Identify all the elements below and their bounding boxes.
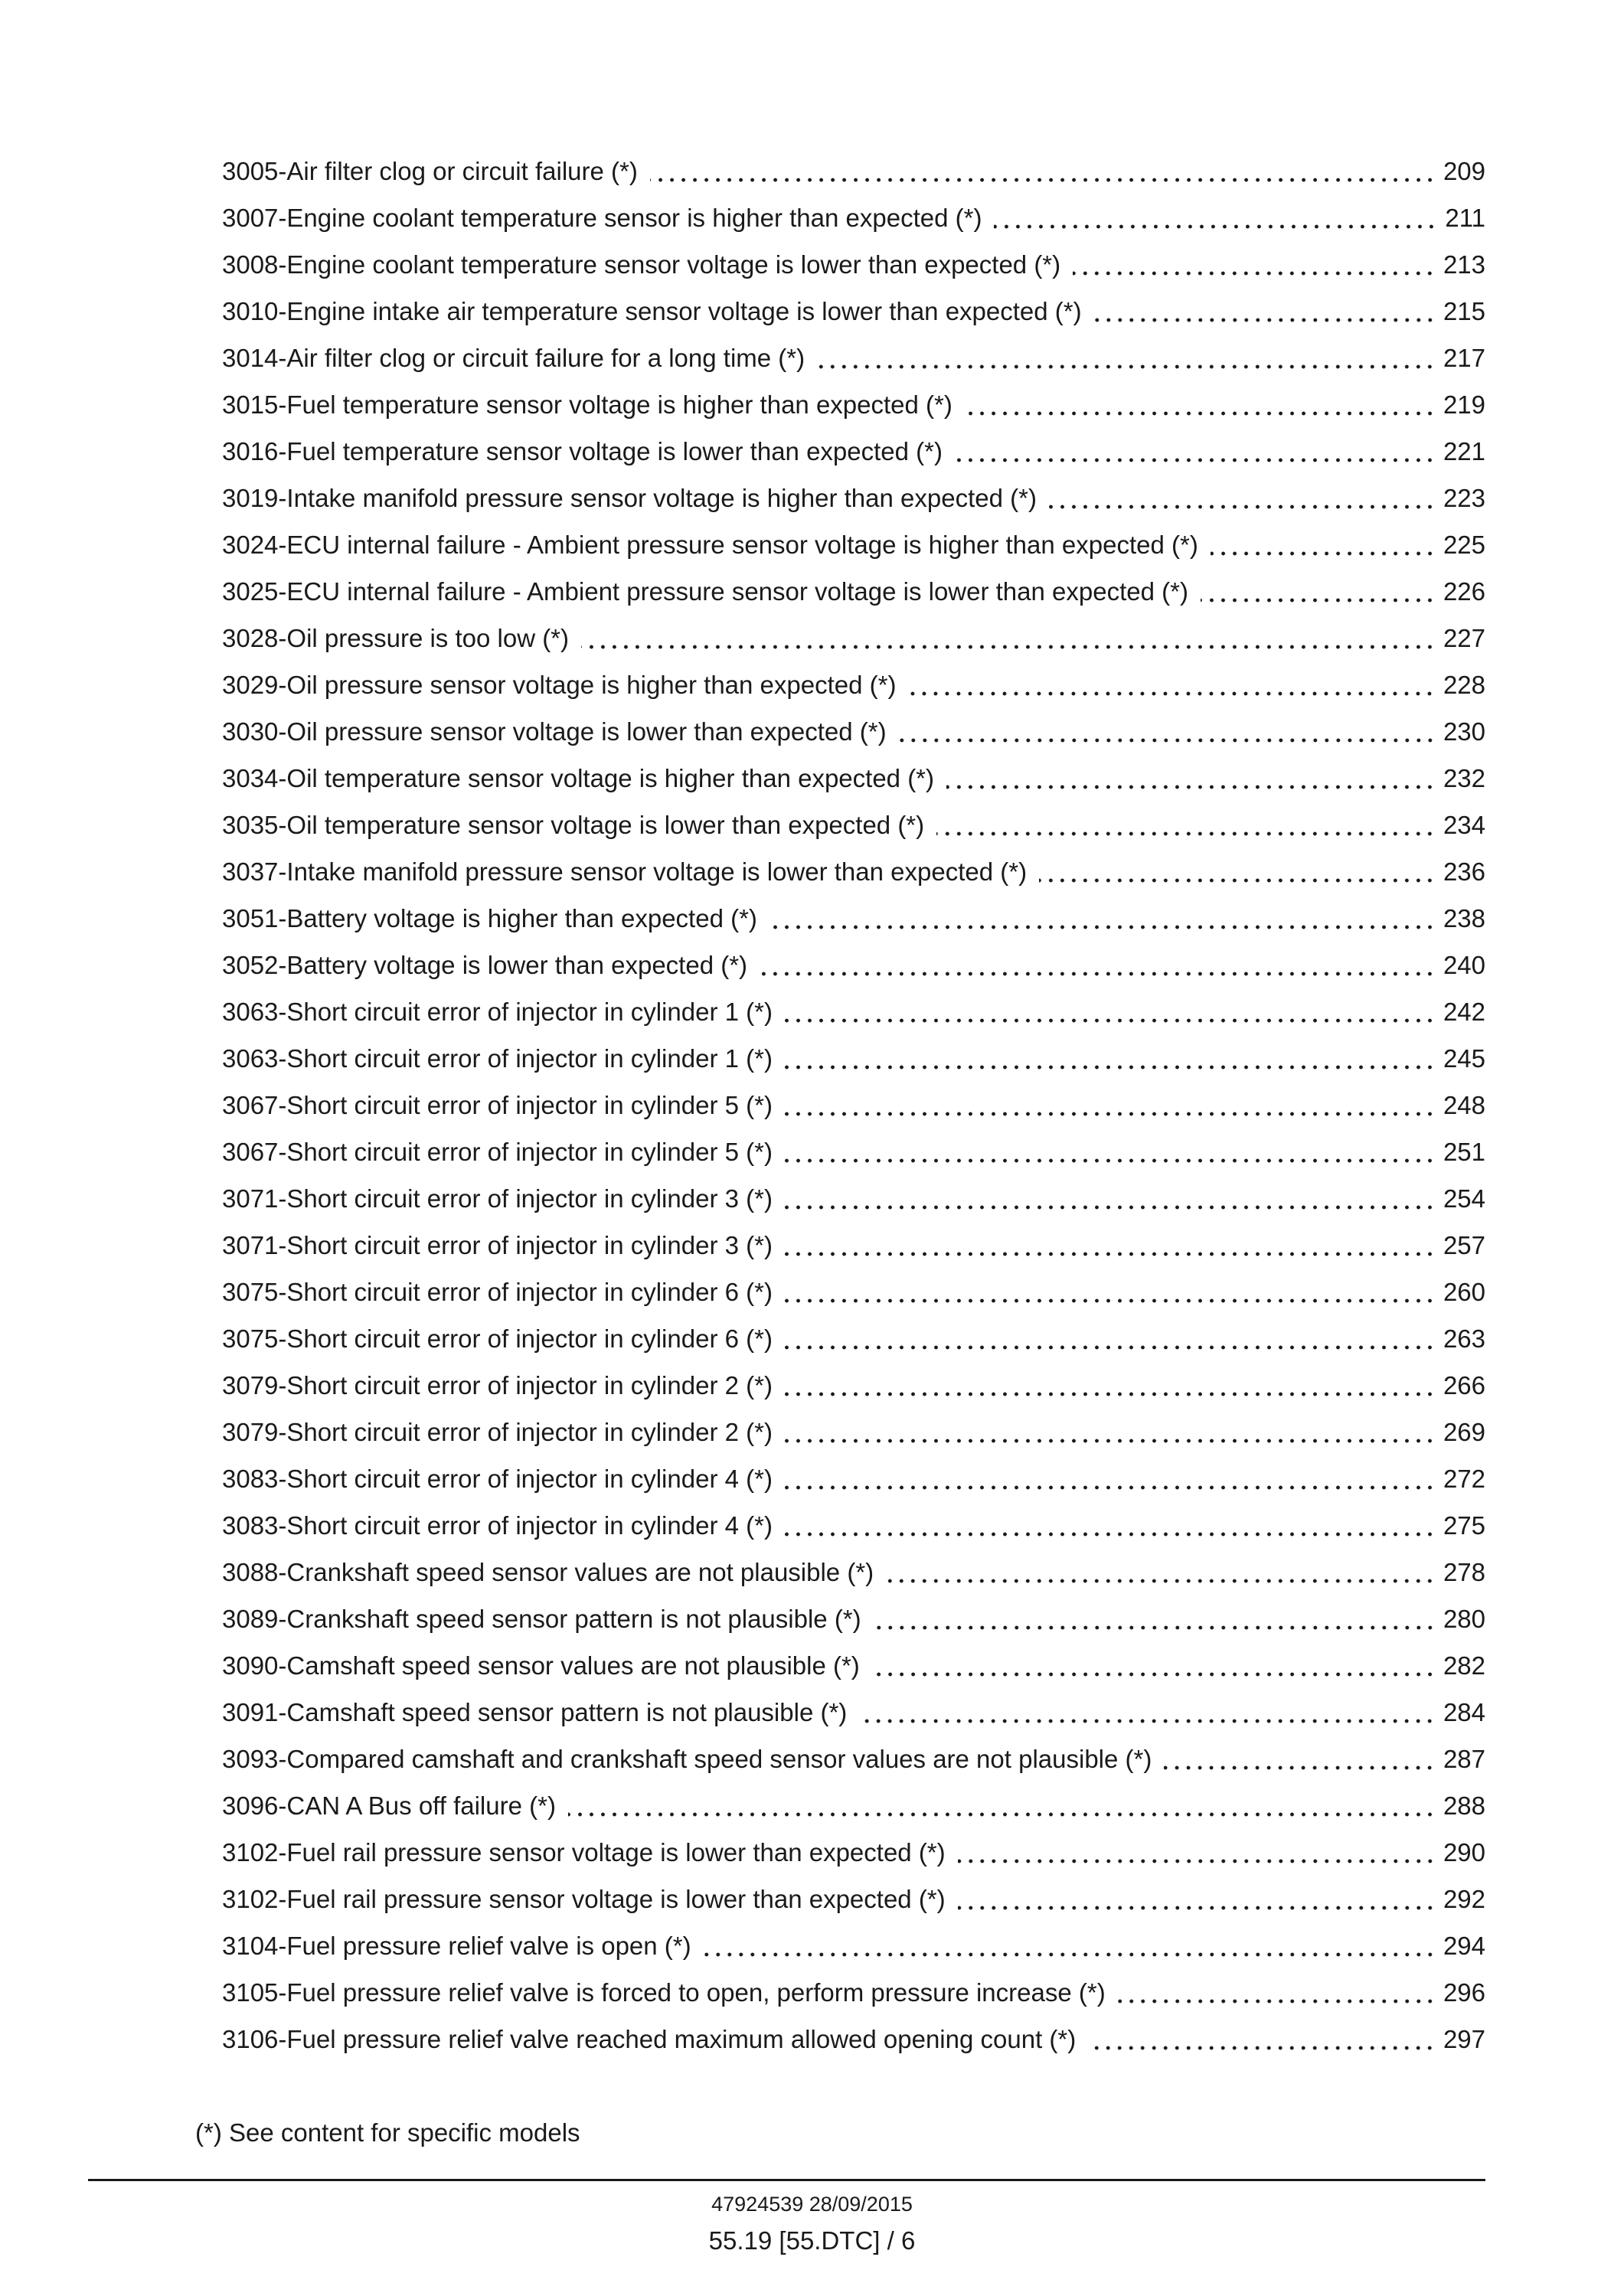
- dot-leader: [946, 785, 1436, 789]
- toc-entry-page: 242: [1443, 997, 1485, 1026]
- dot-leader: [785, 1345, 1436, 1350]
- toc-entry-page: 292: [1443, 1884, 1485, 1913]
- dot-leader: [886, 1579, 1436, 1583]
- dot-leader: [936, 831, 1436, 836]
- toc-entry[interactable]: [222, 1642, 1485, 1689]
- toc-entry[interactable]: [222, 1689, 1485, 1736]
- toc-entry-title: 3005-Air filter clog or circuit failure (*): [222, 156, 638, 185]
- toc-entry[interactable]: [222, 194, 1485, 241]
- toc-entry-title: 3010-Engine intake air temperature sensor voltage is lower than expected (*): [222, 296, 1082, 325]
- toc-entry-page: 275: [1443, 1511, 1485, 1540]
- toc-entry-title: 3079-Short circuit error of injector in cylinder 2 (*): [222, 1370, 773, 1399]
- toc-entry-page: 228: [1443, 670, 1485, 699]
- toc-entry-title: 3034-Oil temperature sensor voltage is higher than expected (*): [222, 763, 935, 792]
- toc-entry-title: 3105-Fuel pressure relief valve is forced to open, perform pressure increase (*): [222, 1978, 1106, 2007]
- toc-entry-page: 272: [1443, 1464, 1485, 1493]
- toc-entry-page: 227: [1443, 623, 1485, 652]
- toc-entry[interactable]: [222, 1362, 1485, 1409]
- dot-leader: [785, 1252, 1436, 1256]
- toc-entry[interactable]: [222, 1035, 1485, 1082]
- dot-leader: [1118, 1999, 1436, 2004]
- toc-entry-title: 3104-Fuel pressure relief valve is open (*): [222, 1931, 691, 1960]
- toc-entry-title: 3035-Oil temperature sensor voltage is lower than expected (*): [222, 810, 925, 839]
- toc-entry[interactable]: [222, 1082, 1485, 1128]
- toc-entry-page: 287: [1443, 1744, 1485, 1773]
- toc-entry-title: 3067-Short circuit error of injector in cylinder 5 (*): [222, 1137, 773, 1166]
- footnote: (*) See content for specific models: [195, 2118, 580, 2147]
- dot-leader: [965, 411, 1436, 416]
- toc-entry[interactable]: [222, 661, 1485, 708]
- toc-entry[interactable]: [222, 1269, 1485, 1315]
- toc-entry-title: 3093-Compared camshaft and crankshaft speed sensor values are not plausible (*): [222, 1744, 1152, 1773]
- toc-entry[interactable]: [222, 942, 1485, 988]
- toc-entry-page: 226: [1443, 576, 1485, 606]
- toc-entry[interactable]: [222, 568, 1485, 615]
- toc-entry-page: 217: [1443, 343, 1485, 372]
- dot-leader: [770, 925, 1436, 929]
- toc-entry-page: 248: [1443, 1090, 1485, 1119]
- toc-entry[interactable]: [222, 1549, 1485, 1595]
- dot-leader: [874, 1625, 1436, 1630]
- toc-entry[interactable]: [222, 475, 1485, 521]
- dot-leader: [785, 1485, 1436, 1490]
- toc-entry-title: 3090-Camshaft speed sensor values are not plausible (*): [222, 1651, 860, 1680]
- dot-leader: [785, 1205, 1436, 1210]
- toc-entry-page: 230: [1443, 717, 1485, 746]
- toc-entry-page: 294: [1443, 1931, 1485, 1960]
- toc-entry[interactable]: [222, 1502, 1485, 1549]
- dot-leader: [785, 1112, 1436, 1116]
- toc-entry-title: 3089-Crankshaft speed sensor pattern is not plausible (*): [222, 1604, 861, 1633]
- toc-entry[interactable]: [222, 288, 1485, 335]
- toc-entry[interactable]: [222, 848, 1485, 895]
- dot-leader: [785, 1158, 1436, 1163]
- toc-entry-title: 3015-Fuel temperature sensor voltage is higher than expected (*): [222, 390, 953, 419]
- toc-entry-page: 278: [1443, 1557, 1485, 1586]
- toc-entry-title: 3030-Oil pressure sensor voltage is lower than expected (*): [222, 717, 887, 746]
- dot-leader: [785, 1065, 1436, 1070]
- toc-entry[interactable]: [222, 1922, 1485, 1969]
- document-reference: 47924539 28/09/2015: [711, 2193, 913, 2216]
- dot-leader: [955, 458, 1436, 462]
- toc-entry-title: 3071-Short circuit error of injector in cylinder 3 (*): [222, 1184, 773, 1213]
- toc-entry[interactable]: [222, 1969, 1485, 2016]
- toc-entry-page: 266: [1443, 1370, 1485, 1399]
- dot-leader: [817, 364, 1436, 369]
- toc-entry[interactable]: [222, 615, 1485, 661]
- toc-entry-title: 3024-ECU internal failure - Ambient pressure sensor voltage is higher than expected (*): [222, 530, 1198, 559]
- toc-entry-title: 3106-Fuel pressure relief valve reached maximum allowed opening count (*): [222, 2024, 1077, 2053]
- toc-entry-title: 3037-Intake manifold pressure sensor voltage is lower than expected (*): [222, 857, 1028, 886]
- toc-entry-title: 3075-Short circuit error of injector in cylinder 6 (*): [222, 1277, 773, 1306]
- toc-entry-title: 3052-Battery voltage is lower than expected (*): [222, 950, 748, 979]
- toc-entry[interactable]: [222, 1876, 1485, 1922]
- toc-entry-page: 297: [1443, 2024, 1485, 2053]
- dot-leader: [1094, 318, 1436, 322]
- toc-entry-title: 3028-Oil pressure is too low (*): [222, 623, 570, 652]
- toc-entry-title: 3014-Air filter clog or circuit failure for a long time (*): [222, 343, 805, 372]
- dot-leader: [872, 1672, 1436, 1677]
- dot-leader: [785, 1439, 1436, 1443]
- toc-entry-title: 3063-Short circuit error of injector in cylinder 1 (*): [222, 1043, 773, 1073]
- toc-entry-page: 251: [1443, 1137, 1485, 1166]
- toc-entry[interactable]: [222, 1782, 1485, 1829]
- toc-entry[interactable]: [222, 1455, 1485, 1502]
- toc-entry-page: 240: [1443, 950, 1485, 979]
- toc-entry[interactable]: [222, 802, 1485, 848]
- dot-leader: [785, 1018, 1436, 1023]
- toc-entry-page: 238: [1443, 903, 1485, 932]
- footer-divider: [88, 2179, 1485, 2181]
- toc-entry[interactable]: [222, 521, 1485, 568]
- dot-leader: [994, 224, 1437, 229]
- toc-entry[interactable]: [222, 1222, 1485, 1269]
- toc-entry-title: 3025-ECU internal failure - Ambient pressure sensor voltage is lower than expected (*): [222, 576, 1188, 606]
- toc-entry[interactable]: [222, 988, 1485, 1035]
- dot-leader: [581, 645, 1436, 649]
- toc-entry-title: 3007-Engine coolant temperature sensor is higher than expected (*): [222, 203, 982, 232]
- toc-entry-page: 213: [1443, 250, 1485, 279]
- toc-entry-title: 3083-Short circuit error of injector in cylinder 4 (*): [222, 1511, 773, 1540]
- toc-entry-page: 280: [1443, 1604, 1485, 1633]
- dot-leader: [568, 1812, 1436, 1817]
- toc-entry-title: 3019-Intake manifold pressure sensor voltage is higher than expected (*): [222, 483, 1037, 512]
- toc-entry-page: 221: [1443, 436, 1485, 465]
- dot-leader: [899, 738, 1436, 743]
- toc-entry[interactable]: [222, 1175, 1485, 1222]
- toc-entry[interactable]: [222, 148, 1485, 194]
- toc-entry-title: 3091-Camshaft speed sensor pattern is not plausible (*): [222, 1697, 848, 1726]
- toc-entry-title: 3079-Short circuit error of injector in cylinder 2 (*): [222, 1417, 773, 1446]
- dot-leader: [785, 1298, 1436, 1303]
- dot-leader: [1201, 598, 1436, 603]
- toc-entry-page: 296: [1443, 1978, 1485, 2007]
- dot-leader: [785, 1532, 1436, 1537]
- toc-entry-title: 3067-Short circuit error of injector in cylinder 5 (*): [222, 1090, 773, 1119]
- dot-leader: [859, 1719, 1436, 1723]
- toc-entry[interactable]: [222, 1595, 1485, 1642]
- toc-entry-title: 3075-Short circuit error of injector in cylinder 6 (*): [222, 1324, 773, 1353]
- toc-entry-page: 260: [1443, 1277, 1485, 1306]
- toc-entry-page: 234: [1443, 810, 1485, 839]
- toc-entry-title: 3083-Short circuit error of injector in cylinder 4 (*): [222, 1464, 773, 1493]
- toc-entry-title: 3063-Short circuit error of injector in cylinder 1 (*): [222, 997, 773, 1026]
- dot-leader: [1049, 505, 1436, 509]
- toc-entry[interactable]: [222, 335, 1485, 381]
- dot-leader: [1073, 271, 1436, 276]
- page-number: 55.19 [55.DTC] / 6: [708, 2226, 916, 2255]
- dot-leader: [1088, 2046, 1436, 2050]
- toc-entry-page: 225: [1443, 530, 1485, 559]
- dot-leader: [908, 691, 1435, 696]
- toc-entry[interactable]: [222, 1829, 1485, 1876]
- toc-entry-page: 209: [1443, 156, 1485, 185]
- toc-entry[interactable]: [222, 1128, 1485, 1175]
- dot-leader: [650, 178, 1436, 182]
- dot-leader: [785, 1392, 1436, 1396]
- dot-leader: [958, 1859, 1436, 1863]
- toc-entry-page: 215: [1443, 296, 1485, 325]
- toc-entry-title: 3102-Fuel rail pressure sensor voltage is lower than expected (*): [222, 1884, 946, 1913]
- dot-leader: [1164, 1765, 1436, 1770]
- dot-leader: [1211, 551, 1436, 556]
- toc-entry-page: 257: [1443, 1230, 1485, 1259]
- toc-entry[interactable]: [222, 1409, 1485, 1455]
- dot-leader: [704, 1952, 1436, 1957]
- dot-leader: [760, 972, 1436, 976]
- toc-entry[interactable]: [222, 708, 1485, 755]
- toc-entry-title: 3016-Fuel temperature sensor voltage is lower than expected (*): [222, 436, 943, 465]
- toc-entry[interactable]: [222, 2016, 1485, 2062]
- toc-entry-page: 282: [1443, 1651, 1485, 1680]
- toc-entry[interactable]: [222, 1736, 1485, 1782]
- toc-entry-title: 3071-Short circuit error of injector in cylinder 3 (*): [222, 1230, 773, 1259]
- toc-entry-title: 3102-Fuel rail pressure sensor voltage is lower than expected (*): [222, 1837, 946, 1867]
- toc-entry-page: 263: [1443, 1324, 1485, 1353]
- toc-entry-title: 3096-CAN A Bus off failure (*): [222, 1791, 556, 1820]
- toc-entry-page: 288: [1443, 1791, 1485, 1820]
- toc-entry-page: 284: [1443, 1697, 1485, 1726]
- toc-entry-page: 269: [1443, 1417, 1485, 1446]
- toc-entry-page: 290: [1443, 1837, 1485, 1867]
- toc-entry[interactable]: [222, 381, 1485, 428]
- toc-entry-title: 3088-Crankshaft speed sensor values are not plausible (*): [222, 1557, 874, 1586]
- dot-leader: [1039, 878, 1436, 883]
- toc-entry-title: 3029-Oil pressure sensor voltage is higher than expected (*): [222, 670, 897, 699]
- toc-entry-title: 3051-Battery voltage is higher than expected (*): [222, 903, 757, 932]
- toc-entry-page: 223: [1443, 483, 1485, 512]
- dot-leader: [958, 1906, 1436, 1910]
- toc-entry[interactable]: [222, 241, 1485, 288]
- toc-entry-page: 219: [1443, 390, 1485, 419]
- toc-entry-page: 245: [1443, 1043, 1485, 1073]
- toc-entry[interactable]: [222, 1315, 1485, 1362]
- table-of-contents: [222, 148, 1485, 2062]
- toc-entry[interactable]: [222, 755, 1485, 802]
- toc-entry[interactable]: [222, 428, 1485, 475]
- toc-entry-page: 232: [1443, 763, 1485, 792]
- toc-entry-page: 211: [1445, 203, 1485, 232]
- toc-entry-page: 236: [1443, 857, 1485, 886]
- toc-entry-title: 3008-Engine coolant temperature sensor voltage is lower than expected (*): [222, 250, 1061, 279]
- toc-entry[interactable]: [222, 895, 1485, 942]
- toc-entry-page: 254: [1443, 1184, 1485, 1213]
